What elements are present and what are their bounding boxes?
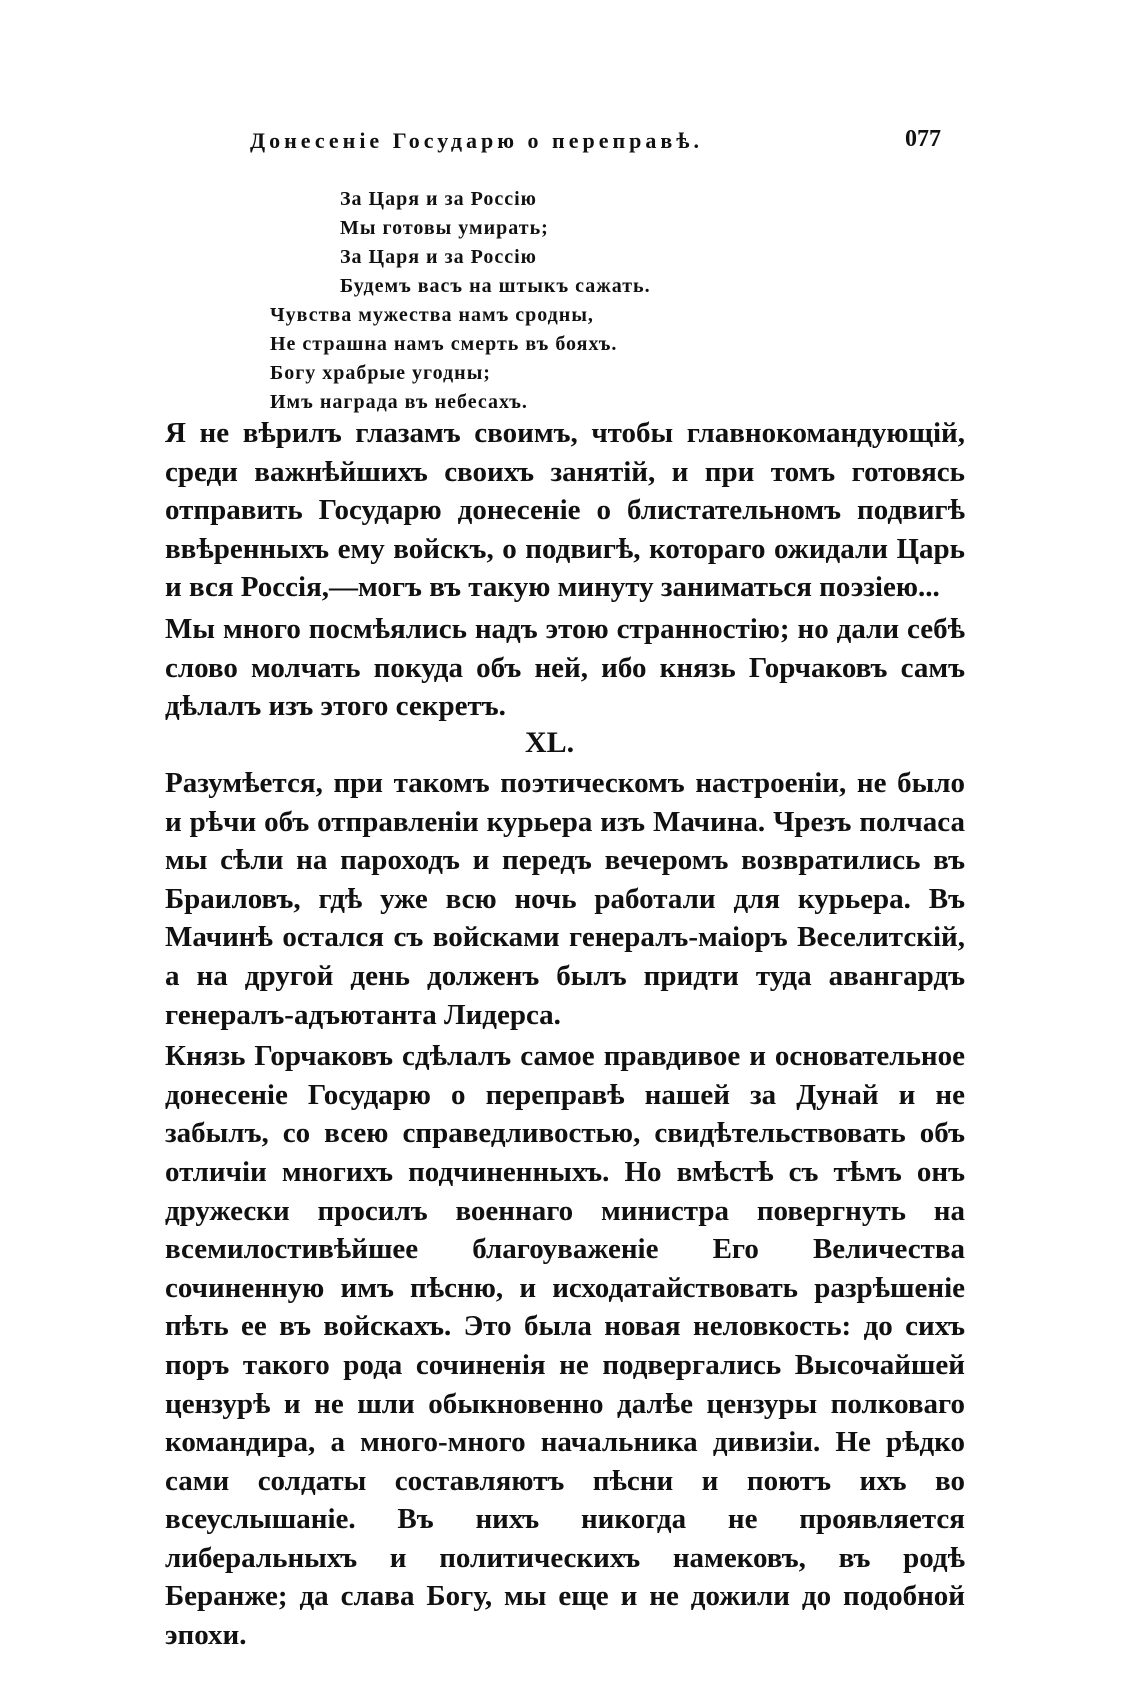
paragraph: Мы много посмѣялись надъ этою странностію; но дали себѣ слово молчать покуда объ ней, ибо князь Горчаковъ самъ дѣлалъ изъ этого секретъ. — [165, 612, 965, 723]
page-number: 077 — [905, 126, 941, 152]
poem-line: Чувства мужества намъ сродны, — [270, 304, 594, 326]
body-text-before-section — [165, 414, 965, 726]
section-heading: XL. — [525, 726, 575, 759]
poem-line: Будемъ васъ на штыкъ сажать. — [340, 275, 651, 297]
paragraph: Князь Горчаковъ сдѣлалъ самое правдивое и основательное донесеніе Государю о переправѣ нашей за Дунай и не забылъ, со всею справедливостью, свидѣтельствовать объ отличіи многихъ подчиненныхъ. Но вмѣстѣ съ тѣмъ онъ дружески просилъ военнаго министра повергнуть на всемилостивѣйшее благоуваженіе Его Величества сочиненную имъ пѣсню, и исходатайствовать разрѣшеніе пѣть ее въ войскахъ. Это была новая неловкость: до сихъ поръ такого рода сочиненія не подвергались Высочайшей цензурѣ и не шли обыкновенно далѣе цензуры полковаго командира, а много-много начальника дивизіи. Не рѣдко сами солдаты составляютъ пѣсни и поютъ ихъ во всеуслышаніе. Въ нихъ никогда не проявляется либеральныхъ и политическихъ намековъ, въ родѣ Беранже; да слава Богу, мы еще и не дожили до подобной эпохи. — [165, 1040, 965, 1652]
paragraph: Разумѣется, при такомъ поэтическомъ настроеніи, не было и рѣчи объ отправленіи курьера изъ Мачина. Чрезъ полчаса мы сѣли на пароходъ и передъ вечеромъ возвратились въ Браиловъ, гдѣ уже всю ночь работали для курьера. Въ Мачинѣ остался съ войсками генералъ-маіоръ Веселитскій, а на другой день долженъ былъ придти туда авангардъ генералъ-адъютанта Лидерса. — [165, 767, 965, 1031]
poem-line: За Царя и за Россію — [340, 188, 537, 210]
poem-line: За Царя и за Россію — [340, 246, 537, 268]
body-text-after-section — [165, 764, 965, 1655]
paragraph: Я не вѣрилъ глазамъ своимъ, чтобы главнокомандующій, среди важнѣйшихъ своихъ занятій, и при томъ готовясь отправить Государю донесеніе о блистательномъ подвигѣ ввѣренныхъ ему войскъ, о подвигѣ, котораго ожидали Царь и вся Россія,—могъ въ такую минуту заниматься поэзіею... — [165, 417, 965, 604]
poem-line: Мы готовы умирать; — [340, 217, 549, 239]
poem-line: Богу храбрые угодны; — [270, 362, 491, 384]
poem-stanza — [270, 185, 830, 417]
poem-line: Не страшна намъ смерть въ бояхъ. — [270, 333, 618, 355]
running-title: Донесеніе Государю о переправѣ. — [250, 128, 703, 153]
poem-line: Имъ награда въ небесахъ. — [270, 391, 528, 413]
